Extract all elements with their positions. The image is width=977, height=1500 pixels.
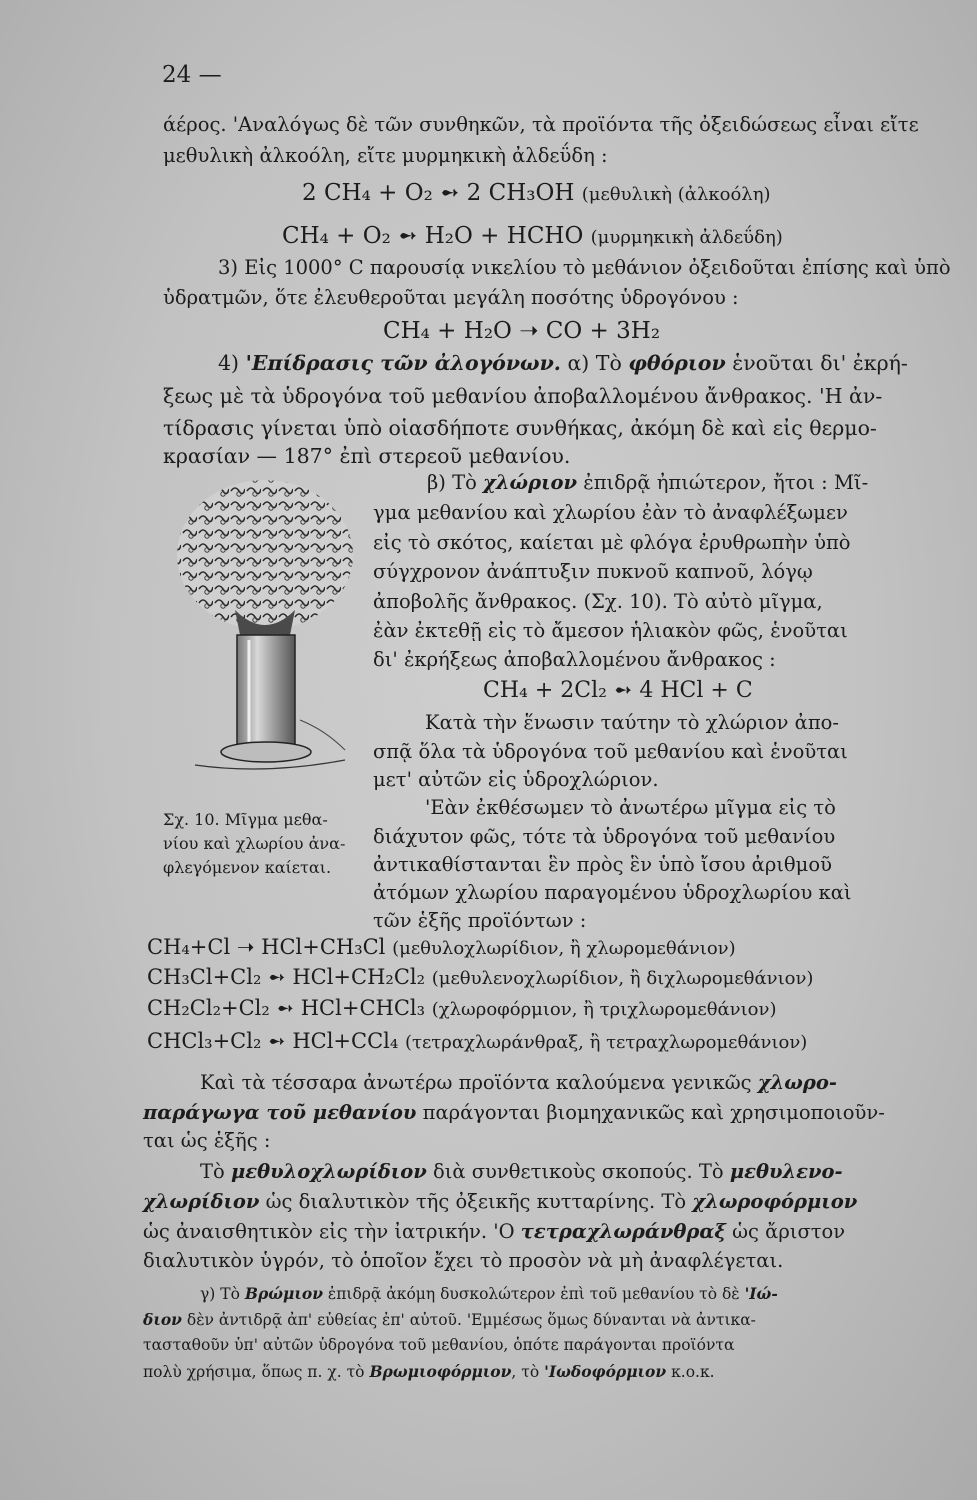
item4-title: 'Επίδρασις τῶν ἀλογόνων. [245, 351, 561, 375]
item3-line-2: ὑδρατμῶν, ὅτε ἐλευθεροῦται μεγάλη ποσότης ὑδρογόνου : [163, 286, 739, 309]
chlorine-line-1 [427, 473, 868, 493]
uses-term-5: τετραχλωράνθραξ [520, 1220, 726, 1243]
equation-4-formula: CH₄ + 2Cl₂ ➻ 4 HCl + C [483, 678, 753, 703]
chain-formula-1: CH₄+Cl ➝ HCl+CH₃Cl [147, 935, 386, 959]
chain-note-1: (μεθυλοχλωρίδιον, ἢ χλωρομεθάνιον) [392, 938, 736, 959]
iodine-term: 'Ιώ- [744, 1284, 778, 1303]
products-line-2 [143, 1103, 885, 1123]
equation-2 [282, 223, 783, 249]
products-line-1 [200, 1073, 837, 1093]
equation-1-note: (μεθυλικὴ (ἀλκοόλη) [581, 184, 771, 205]
equation-1-formula: 2 CH₄ + O₂ ➻ 2 CH₃OH [302, 180, 575, 206]
products-term-2: παράγωγα τοῦ μεθανίου [143, 1101, 417, 1124]
bromine-line-3: τασταθοῦν ὑπ' αὐτῶν ὑδρογόνα τοῦ μεθανίου, ὁπότε παράγονται προϊόντα [143, 1336, 735, 1354]
expose-line-2: διάχυτον φῶς, τότε τὰ ὑδρογόνα τοῦ μεθανίου [373, 825, 836, 848]
item4-line-1 [218, 353, 908, 374]
uses-term-3: χλωρίδιον [143, 1190, 260, 1213]
expose-line-3: ἀντικαθίστανται ἓν πρὸς ἓν ὑπὸ ἴσου ἀριθμοῦ [373, 853, 832, 876]
union-line-3: μετ' αὐτῶν εἰς ὑδροχλώριον. [373, 768, 659, 791]
chain-note-4: (τετραχλωράνθραξ, ἢ τετραχλωρομεθάνιον) [404, 1032, 808, 1053]
bromine-term: Βρώμιον [244, 1284, 323, 1303]
expose-line-1: 'Εὰν ἐκθέσωμεν τὸ ἀνωτέρω μῖγμα εἰς τὸ [425, 796, 836, 819]
item4-line-3: τίδρασις γίνεται ὑπὸ οἱασδήποτε συνθήκας, ἀκόμη δὲ καὶ εἰς θερμο- [163, 416, 877, 440]
bromine-prefix: γ) Τὸ [200, 1285, 245, 1303]
intro-line-2: μεθυλικὴ ἀλκοόλη, εἴτε μυρμηκικὴ ἀλδεΰδη : [163, 144, 608, 167]
equation-2-note: (μυρμηκικὴ ἀλδεΰδη) [590, 227, 783, 248]
intro-line-1: άέρος. 'Αναλόγως δὲ τῶν συνθηκῶν, τὰ προϊόντα τῆς ὀξειδώσεως εἶναι εἴτε [163, 113, 919, 136]
item4-rest: ἑνοῦται δι' ἐκρή- [725, 351, 908, 375]
expose-line-5: τῶν ἑξῆς προϊόντων : [373, 909, 587, 932]
bromine-prefix-4: πολὺ χρήσιμα, ὅπως π. χ. τὸ [143, 1363, 370, 1381]
chain-formula-2: CH₃Cl+Cl₂ ➻ HCl+CH₂Cl₂ [147, 965, 426, 989]
uses-line-3 [143, 1222, 845, 1242]
uses-mid-2: ὡς διαλυτικὸν τῆς ὀξεικῆς κυτταρίνης. Τὸ [259, 1190, 693, 1213]
iodoform-term: 'Ιωδοφόρμιον [544, 1362, 667, 1381]
uses-line-1 [200, 1162, 843, 1182]
uses-rest-3: ὡς ἄριστον [725, 1220, 846, 1243]
equation-3 [383, 318, 660, 344]
item4-line-4: κρασίαν — 187° ἐπὶ στερεοῦ μεθανίου. [163, 444, 571, 468]
uses-mid: διὰ συνθετικοὺς σκοπούς. Τὸ [426, 1160, 730, 1183]
chain-reaction-4 [147, 1029, 807, 1053]
chlorine-rest: ἐπιδρᾷ ἠπιώτερον, ἤτοι : Μῖ- [577, 471, 869, 494]
chain-formula-4: CHCl₃+Cl₂ ➻ HCl+CCl₄ [147, 1029, 399, 1053]
uses-prefix-3: ὡς ἀναισθητικὸν εἰς τὴν ἰατρικήν. 'Ο [143, 1220, 521, 1243]
uses-prefix: Τὸ [200, 1160, 231, 1183]
chlorine-line-5: ἀποβολῆς ἄνθρακος. (Σχ. 10). Τὸ αὐτὸ μῖγμα, [373, 590, 823, 613]
chlorine-term: χλώριον [483, 471, 578, 494]
page-number: 24 — [162, 62, 222, 88]
bromine-line-4 [143, 1364, 715, 1381]
item4-line-2: ξεως μὲ τὰ ὑδρογόνα τοῦ μεθανίου ἀποβαλλομένου ἄνθρακος. 'Η ἀν- [163, 384, 883, 408]
jar-base [221, 742, 311, 762]
bromine-mid: ἐπιδρᾷ ἀκόμη δυσκολώτερον ἐπὶ τοῦ μεθανίου τὸ δὲ [322, 1285, 745, 1303]
chlorine-line-2: γμα μεθανίου καὶ χλωρίου ἐὰν τὸ ἀναφλέξωμεν [373, 501, 848, 524]
chain-reaction-3 [147, 996, 777, 1020]
shading-stroke [300, 720, 345, 750]
chlorine-line-4: σύγχρονον ἀνάπτυξιν πυκνοῦ καπνοῦ, λόγῳ [373, 560, 813, 583]
chain-reaction-1 [147, 935, 736, 959]
bromine-line-2 [143, 1312, 756, 1329]
chain-reaction-2 [147, 965, 813, 989]
products-prefix: Καὶ τὰ τέσσαρα ἀνωτέρω προϊόντα καλούμενα γενικῶς [200, 1071, 758, 1094]
equation-1 [302, 180, 771, 206]
bromine-line-1 [200, 1286, 778, 1303]
item4-term-fluorine: φθόριον [628, 351, 726, 375]
item4-prefix: 4) [218, 351, 246, 375]
bromoform-term: Βρωμιοφόρμιον [369, 1362, 512, 1381]
figure-caption-line-1: Σχ. 10. Μῖγμα μεθα- [163, 810, 328, 829]
chain-formula-3: CH₂Cl₂+Cl₂ ➻ HCl+CHCl₃ [147, 996, 426, 1020]
figure-10-illustration [165, 470, 370, 785]
iodine-term-2: διον [143, 1310, 182, 1329]
uses-term-4: χλωροφόρμιον [692, 1190, 858, 1213]
bromine-rest-4: κ.ο.κ. [666, 1363, 715, 1381]
item4-mid: α) Τὸ [560, 351, 629, 375]
union-line-2: σπᾷ ὅλα τὰ ὑδρογόνα τοῦ μεθανίου καὶ ἑνοῦται [373, 740, 848, 763]
chlorine-line-3: εἰς τὸ σκότος, καίεται μὲ φλόγα ἐρυθρωπὴν ὑπὸ [373, 531, 851, 554]
expose-line-4: ἀτόμων χλωρίου παραγομένου ὑδροχλωρίου καὶ [373, 881, 852, 904]
union-line-1: Κατὰ τὴν ἕνωσιν ταύτην τὸ χλώριον ἀπο- [425, 711, 839, 734]
products-line-3: ται ὡς ἑξῆς : [143, 1129, 271, 1152]
equation-4 [483, 678, 753, 703]
equation-2-formula: CH₄ + O₂ ➻ H₂O + HCHO [282, 223, 584, 249]
chain-note-3: (χλωροφόρμιον, ἢ τριχλωρομεθάνιον) [431, 999, 777, 1020]
bromine-rest-2: δὲν ἀντιδρᾷ ἀπ' εὐθείας ἐπ' αὐτοῦ. 'Εμμέσως ὅμως δύνανται νὰ ἀντικα- [181, 1311, 756, 1329]
figure-caption-line-3: φλεγόμενον καίεται. [163, 858, 332, 877]
glass-jar [237, 635, 295, 745]
flame-cloud-smoke [177, 480, 353, 630]
uses-line-4: διαλυτικὸν ὑγρόν, τὸ ὁποῖον ἔχει τὸ προσὸν νὰ μὴ ἀναφλέγεται. [143, 1249, 784, 1272]
products-rest: παράγονται βιομηχανικῶς καὶ χρησιμοποιοῦν- [416, 1101, 885, 1124]
uses-term-1: μεθυλοχλωρίδιον [230, 1160, 427, 1183]
uses-line-2 [143, 1192, 857, 1212]
uses-term-2: μεθυλενο- [729, 1160, 843, 1183]
figure-caption-line-2: νίου καὶ χλωρίου ἀνα- [163, 834, 346, 853]
chain-note-2: (μεθυλενοχλωρίδιον, ἢ διχλωρομεθάνιον) [431, 968, 814, 989]
products-term: χλωρο- [757, 1071, 837, 1094]
equation-3-formula: CH₄ + H₂O ➝ CO + 3H₂ [383, 318, 661, 344]
chlorine-prefix: β) Τὸ [427, 471, 484, 494]
chlorine-line-6: ἐὰν ἐκτεθῇ εἰς τὸ ἄμεσον ἡλιακὸν φῶς, ἑνοῦται [373, 619, 848, 642]
bromine-mid-4: , τὸ [511, 1363, 545, 1381]
chlorine-line-7: δι' ἐκρήξεως ἀποβαλλομένου ἄνθρακος : [373, 648, 776, 671]
item3-line-1: 3) Εἰς 1000° C παρουσίᾳ νικελίου τὸ μεθάνιον ὀξειδοῦται ἐπίσης καὶ ὑπὸ [218, 256, 951, 279]
